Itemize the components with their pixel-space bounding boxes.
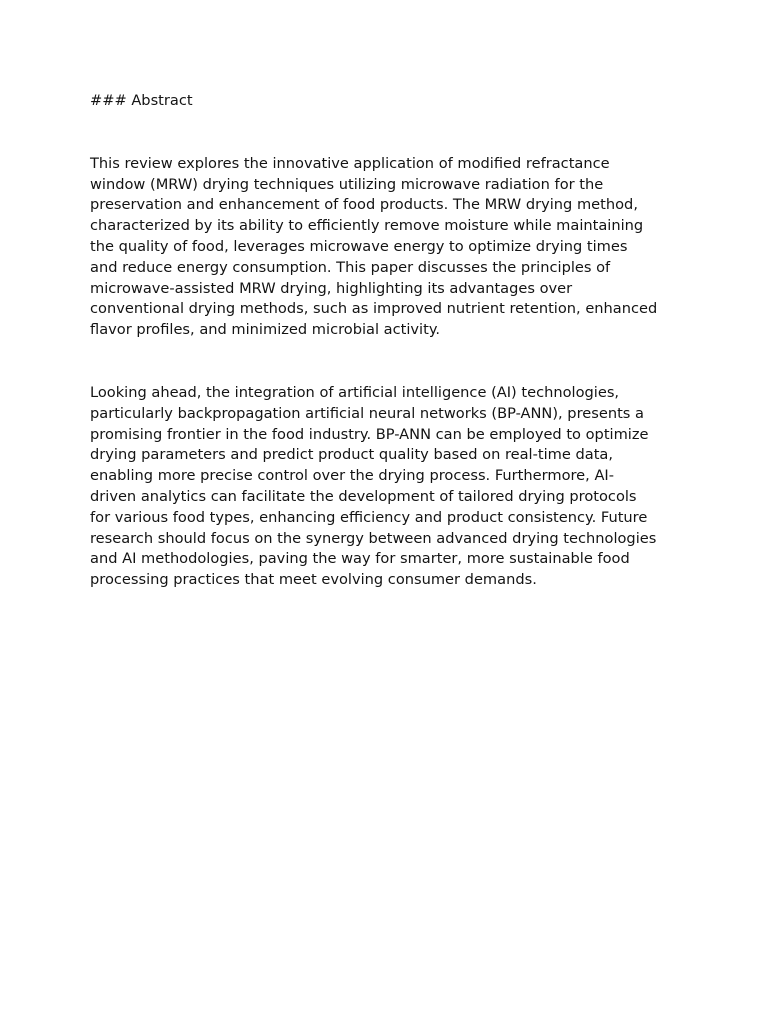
text-line: window (MRW) drying techniques utilizing microwave radiation for the [90, 175, 604, 193]
text-line: flavor profiles, and minimized microbial activity. [90, 321, 441, 339]
text-line: enabling more precise control over the drying process. Furthermore, AI- [90, 467, 614, 485]
text-line: conventional drying methods, such as improved nutrient retention, enhanced [90, 300, 658, 318]
text-line: drying parameters and predict product quality based on real-time data, [90, 446, 613, 464]
text-line: Looking ahead, the integration of artificial intelligence (AI) technologies, [90, 383, 620, 401]
abstract-paragraph-1 [90, 154, 678, 341]
section-heading: ### Abstract [90, 92, 193, 109]
text-line: particularly backpropagation artificial neural networks (BP-ANN), presents a [90, 404, 644, 422]
text-line: the quality of food, leverages microwave energy to optimize drying times [90, 237, 628, 255]
text-line: processing practices that meet evolving consumer demands. [90, 571, 537, 589]
text-line: This review explores the innovative application of modified refractance [90, 154, 610, 172]
document-content [90, 91, 678, 633]
text-line: and reduce energy consumption. This paper discusses the principles of [90, 258, 611, 276]
text-line: microwave-assisted MRW drying, highlighting its advantages over [90, 279, 573, 297]
text-line: for various food types, enhancing efficiency and product consistency. Future [90, 508, 648, 526]
abstract-paragraph-2 [90, 383, 678, 591]
text-line: research should focus on the synergy between advanced drying technologies [90, 529, 657, 547]
text-line: driven analytics can facilitate the development of tailored drying protocols [90, 487, 637, 505]
text-line: and AI methodologies, paving the way for smarter, more sustainable food [90, 550, 630, 568]
text-line: preservation and enhancement of food products. The MRW drying method, [90, 196, 638, 214]
text-line: characterized by its ability to efficiently remove moisture while maintaining [90, 217, 644, 235]
text-line: promising frontier in the food industry. BP-ANN can be employed to optimize [90, 425, 649, 443]
